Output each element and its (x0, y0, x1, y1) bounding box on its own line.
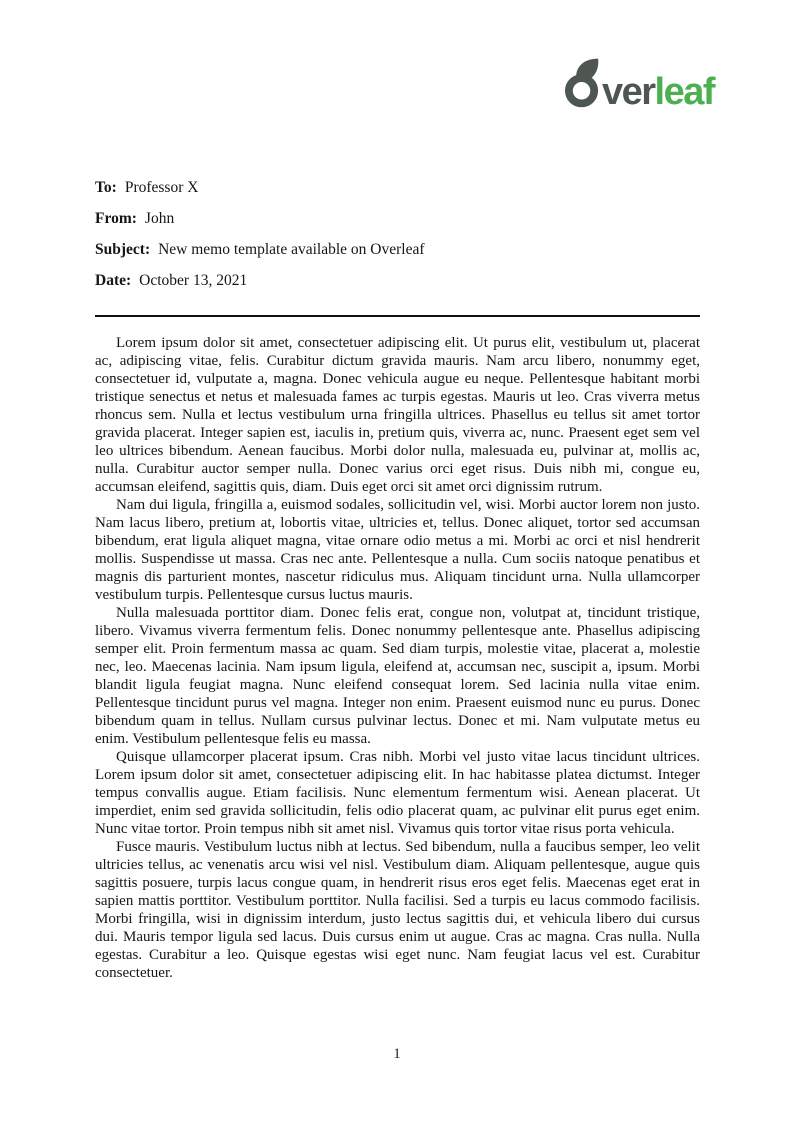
memo-field-label: Subject: (95, 241, 151, 258)
header-divider-rule (95, 315, 700, 317)
body-paragraph: Nam dui ligula, fringilla a, euismod sodales, sollicitudin vel, wisi. Morbi auctor lorem non justo. Nam lacus libero, pretium at, lobortis vitae, ultricies et, tellus. Donec aliquet, tortor sed accumsan bibendum, erat ligula aliquet magna, vitae ornare odio metus a mi. Morbi ac orci et nisl hendrerit mollis. Suspendisse ut massa. Cras nec ante. Pellentesque a nulla. Cum sociis natoque penatibus et magnis dis parturient montes, nascetur ridiculus mus. Aliquam tincidunt urna. Nulla ullamcorper vestibulum turpis. Pellentesque cursus luctus mauris. (95, 497, 700, 603)
body-paragraph: Fusce mauris. Vestibulum luctus nibh at lectus. Sed bibendum, nulla a faucibus semper, leo velit ultricies tellus, ac venenatis arcu wisi vel nisl. Vestibulum diam. Aliquam pellentesque, augue quis sagittis posuere, turpis lacus congue quam, in hendrerit risus eros eget felis. Maecenas eget erat in sapien mattis porttitor. Vestibulum porttitor. Nulla facilisi. Sed a turpis eu lacus commodo facilisis. Morbi fringilla, wisi in dignissim interdum, justo lectus sagittis dui, et vehicula libero dui cursus dui. Mauris tempor ligula sed lacus. Duis cursus enim ut augue. Cras ac magna. Cras nulla. Nulla egestas. Curabitur a leo. Quisque egestas wisi eget nunc. Nam feugiat lacus vel est. Curabitur consectetuer. (95, 839, 700, 981)
memo-field-value: October 13, 2021 (139, 272, 248, 289)
logo-text-gray: ver (601, 70, 655, 113)
memo-body (95, 334, 700, 982)
memo-field-value: John (144, 210, 175, 227)
logo-text-green: leaf (654, 70, 714, 113)
memo-field-subject (95, 241, 700, 259)
page-number: 1 (393, 1046, 401, 1062)
memo-field-from (95, 210, 700, 228)
memo-field-value: Professor X (124, 179, 199, 196)
body-paragraph: Nulla malesuada porttitor diam. Donec felis erat, congue non, volutpat at, tincidunt tristique, libero. Vivamus viverra fermentum felis. Donec nonummy pellentesque ante. Phasellus adipiscing semper elit. Proin fermentum massa ac quam. Sed diam turpis, molestie vitae, placerat a, molestie nec, leo. Maecenas lacinia. Nam ipsum ligula, eleifend at, accumsan nec, suscipit a, ipsum. Morbi blandit ligula feugiat magna. Nunc eleifend consequat lorem. Sed lacinia nulla vitae enim. Pellentesque tincidunt purus vel magna. Integer non enim. Praesent euismod nunc eu purus. Donec bibendum quam in tellus. Nullam cursus pulvinar lectus. Donec et mi. Nam vulputate metus eu enim. Vestibulum pellentesque felis eu massa. (95, 605, 700, 747)
memo-field-label: From: (95, 210, 137, 227)
overleaf-o-leaf-icon (565, 56, 601, 108)
memo-field-to (95, 179, 700, 197)
body-paragraph: Lorem ipsum dolor sit amet, consectetuer adipiscing elit. Ut purus elit, vestibulum ut, placerat ac, adipiscing vitae, felis. Curabitur dictum gravida mauris. Nam arcu libero, nonummy eget, consectetuer id, vulputate a, magna. Donec vehicula augue eu neque. Pellentesque habitant morbi tristique senectus et netus et malesuada fames ac turpis egestas. Mauris ut leo. Cras viverra metus rhoncus sem. Nulla et lectus vestibulum urna fringilla ultrices. Phasellus eu tellus sit amet tortor gravida placerat. Integer sapien est, iaculis in, pretium quis, viverra ac, nunc. Praesent eget sem vel leo ultrices bibendum. Aenean faucibus. Morbi dolor nulla, malesuada eu, pulvinar at, mollis ac, nulla. Curabitur auctor semper nulla. Donec varius orci eget risus. Duis nibh mi, congue eu, accumsan eleifend, sagittis quis, diam. Duis eget orci sit amet orci dignissim rutrum. (95, 335, 700, 495)
page-footer (0, 1046, 794, 1063)
memo-field-label: To: (95, 179, 117, 196)
memo-field-label: Date: (95, 272, 132, 289)
overleaf-logo (565, 56, 714, 113)
body-paragraph: Quisque ullamcorper placerat ipsum. Cras nibh. Morbi vel justo vitae lacus tincidunt ultrices. Lorem ipsum dolor sit amet, consectetuer adipiscing elit. In hac habitasse platea dictumst. Integer tempus convallis augue. Etiam facilisis. Nunc elementum fermentum wisi. Aenean placerat. Ut imperdiet, enim sed gravida sollicitudin, felis odio placerat quam, ac pulvinar elit purus eget enim. Nunc vitae tortor. Proin tempus nibh sit amet nisl. Vivamus quis tortor vitae risus porta vehicula. (95, 749, 700, 837)
memo-field-date (95, 272, 700, 290)
memo-field-value: New memo template available on Overleaf (158, 241, 425, 258)
memo-header (95, 179, 700, 303)
